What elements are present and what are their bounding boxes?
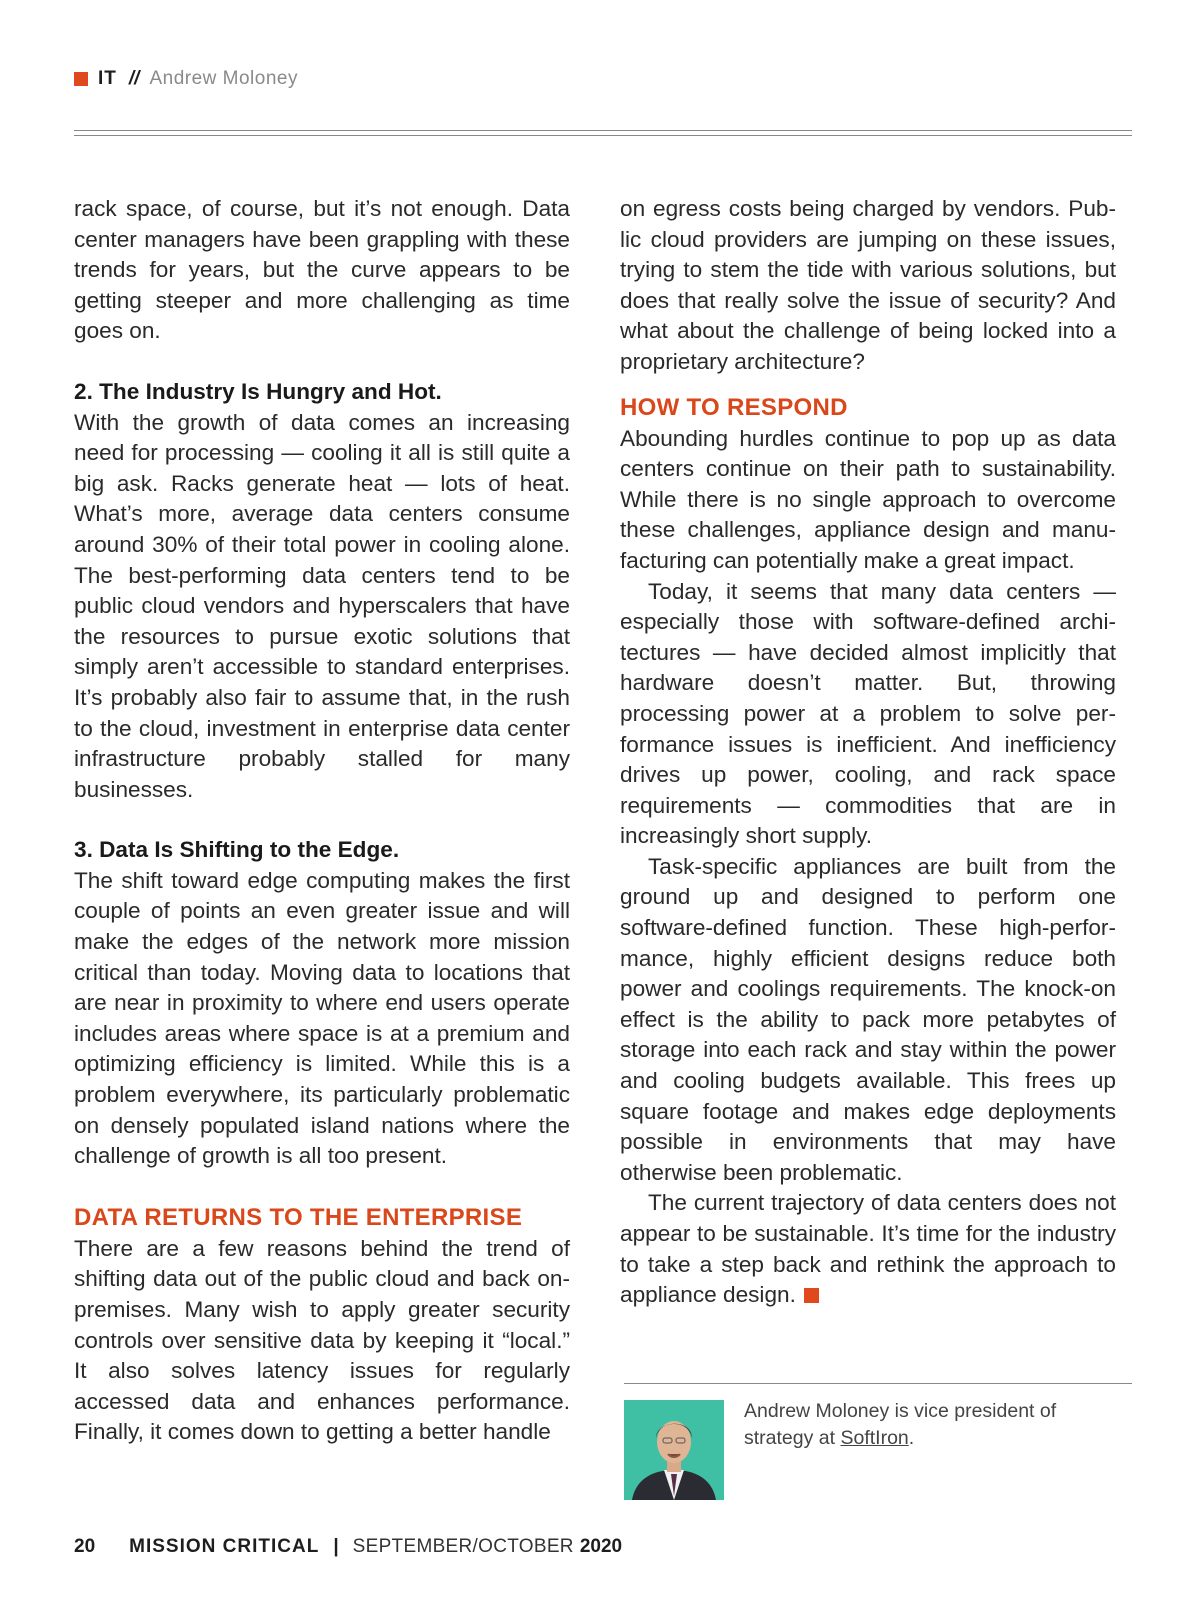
subheading-data-edge: 3. Data Is Shifting to the Edge. [74, 837, 400, 863]
paragraph-respond-2: Today, it seems that many data centers — especially those with software-defined architectures — have decided almost implicitly that hardware doesn’t matter. But, throwing processing power at a problem to solve performance issues is inefficient. And inefficiency drives up power, cooling, and rack space requirements — commodities that are in increasingly short supply. [620, 578, 1116, 849]
subheading-industry-hungry: 2. The Industry Is Hungry and Hot. [74, 378, 442, 404]
paragraph-respond-4 [620, 1188, 1116, 1310]
author-bio [744, 1398, 1124, 1452]
bio-end: . [908, 1427, 915, 1449]
end-of-article-square [804, 1288, 819, 1303]
issue-year: 2020 [579, 1536, 623, 1557]
header-author: Andrew Moloney [149, 68, 298, 89]
left-intro-paragraph: rack space, of course, but it’s not enough. Data center managers have been grappling with these trends for years, but the curve appears to be getting steeper and more challenging as time goes on. [74, 196, 570, 344]
section-label: IT [98, 68, 117, 89]
issue-date: SEPTEMBER/OCTOBER [352, 1536, 574, 1557]
header-rule-top [74, 130, 1132, 131]
page-number: 20 [74, 1536, 96, 1557]
running-header [74, 68, 298, 90]
right-continuation-paragraph: on egress costs being charged by vendors. Public cloud providers are jumping on these issues, trying to stem the tide with various solutions, but does that really solve the issue of security? And what about the challenge of being locked into a proprietary architecture? [620, 196, 1116, 374]
paragraph-industry-hungry: With the growth of data comes an increasing need for processing — cooling it all is still quite a big ask. Racks generate heat — lots of heat. What’s more, average data centers consume around 30% of their total power in cooling alone. The best-performing data centers tend to be public cloud vendors and hyperscalers that have the resources to pursue exotic solutions that simply aren’t accessible to standard enterprises. It’s probably also fair to assume that, in the rush to the cloud, investment in enterprise data center infrastructure probably stalled for many businesses. [74, 409, 570, 802]
author-photo [624, 1400, 724, 1500]
section-heading-how-to-respond: HOW TO RESPOND [620, 393, 848, 421]
section-heading-data-returns: DATA RETURNS TO THE ENTERPRISE [74, 1203, 523, 1231]
paragraph-data-edge: The shift toward edge computing makes the first couple of points an even greater issue and will make the edges of the network more mission critical than today. Moving data to locations that are near in proximity to where end users operate includes areas where space is at a premium and optimizing efficiency is limited. While this is a problem everywhere, its particularly problematic on densely populated island nations where the challenge of growth is all too present. [74, 867, 570, 1169]
header-rule-bottom [74, 135, 1132, 136]
bio-text: Andrew Moloney is vice president of strategy at [744, 1400, 1057, 1449]
bio-rule [624, 1383, 1132, 1384]
left-column [74, 194, 570, 1448]
page-footer [74, 1536, 622, 1558]
author-portrait-icon [624, 1400, 724, 1500]
right-column [620, 194, 1116, 1311]
header-separator: // [128, 68, 140, 89]
paragraph-respond-1: Abounding hurdles continue to pop up as data centers continue on their path to sustainability. While there is no single approach to overcome these challenges, appliance design and manufacturing can potentially make a great impact. [620, 425, 1116, 573]
bio-company-link[interactable]: SoftIron [840, 1427, 909, 1449]
footer-separator: | [333, 1536, 339, 1557]
paragraph-data-returns: There are a few reasons behind the trend of shifting data out of the public cloud and back on-premises. Many wish to apply greater security controls over sensitive data by keeping it “local.” It also solves latency issues for regularly accessed data and enhances performance. Finally, it comes down to getting a better handle [74, 1235, 570, 1445]
closing-text: The current trajectory of data centers does not appear to be sustainable. It’s time for the industry to take a step back and rethink the approach to appliance design. [620, 1190, 1116, 1308]
paragraph-respond-3: Task-specific appliances are built from the ground up and designed to perform one software-defined function. These high-performance, highly efficient designs reduce both power and coolings requirements. The knock-on effect is the ability to pack more petabytes of storage into each rack and stay within the power and cooling budgets available. This frees up square footage and makes edge deployments possible in environments that may have otherwise been problematic. [620, 853, 1116, 1185]
magazine-title: MISSION CRITICAL [129, 1536, 320, 1557]
section-marker-square [74, 72, 88, 86]
